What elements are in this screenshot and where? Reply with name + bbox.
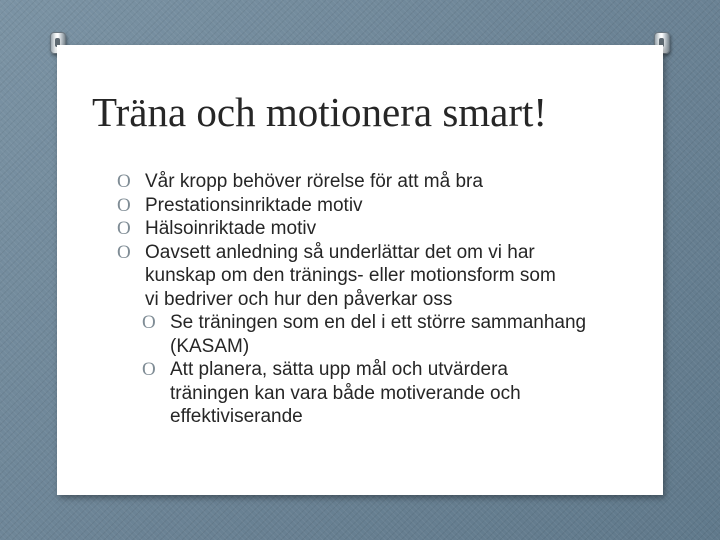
sub-bullet-list	[142, 311, 592, 429]
list-item	[117, 241, 567, 312]
bullet-marker-icon: O	[117, 218, 131, 239]
bullet-text: Att planera, sätta upp mål och utvärdera träningen kan vara både motiverande och effektiviserande	[170, 359, 521, 427]
list-item	[142, 311, 592, 358]
list-item	[117, 170, 567, 194]
bullet-marker-icon: O	[142, 359, 156, 380]
list-item	[117, 194, 567, 218]
bullet-marker-icon: O	[117, 241, 131, 263]
slide-title: Träna och motionera smart!	[92, 89, 548, 135]
bullet-marker-icon: O	[117, 194, 131, 216]
bullet-text: Prestationsinriktade motiv	[145, 194, 363, 216]
list-item	[142, 358, 592, 429]
bullet-marker-icon: O	[117, 171, 131, 192]
list-item	[117, 217, 567, 241]
bullet-text: Hälsoinriktade motiv	[145, 218, 317, 239]
bullet-list	[117, 170, 567, 311]
bullet-text: Oavsett anledning så underlättar det om vi har kunskap om den tränings- eller motionsform som vi bedriver och hur den påverkar oss	[145, 241, 556, 310]
bullet-marker-icon: O	[142, 312, 156, 333]
bullet-text: Vår kropp behöver rörelse för att må bra	[145, 171, 483, 192]
bullet-text: Se träningen som en del i ett större sammanhang (KASAM)	[170, 312, 587, 357]
